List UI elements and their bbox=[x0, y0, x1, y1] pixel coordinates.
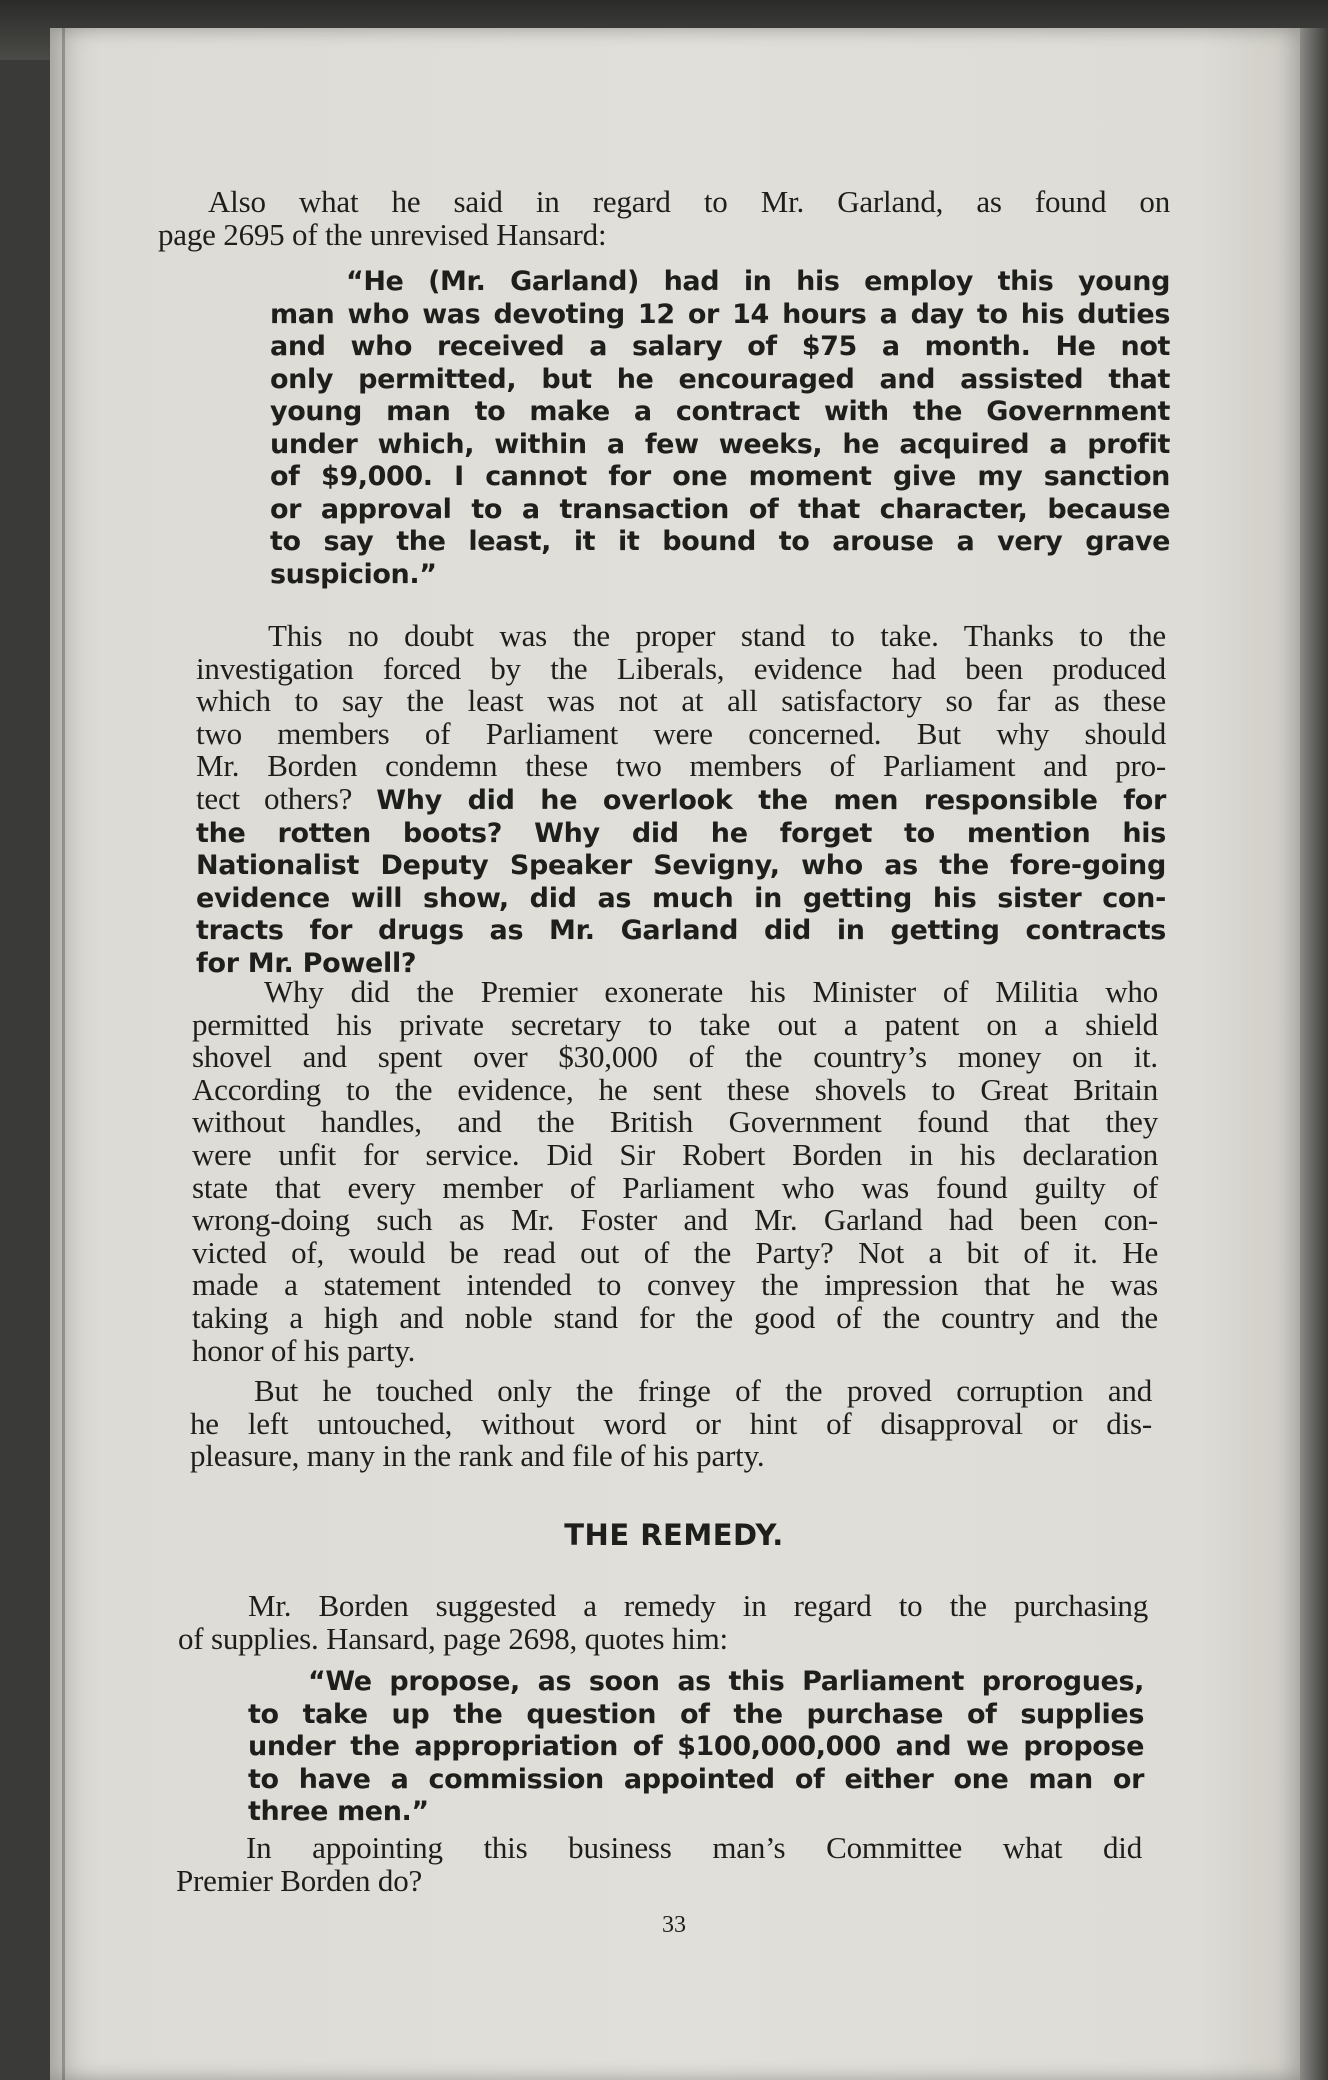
text-line: honor of his party. bbox=[192, 1332, 416, 1368]
text-line: According to the evidence, he sent these shovels to Great Britain bbox=[192, 1071, 1158, 1107]
bold-line: the rotten boots? Why did he forget to mention his bbox=[196, 817, 1166, 849]
quote-line: to take up the question of the purchase of supplies bbox=[248, 1698, 1144, 1730]
page-edge-shadow bbox=[1300, 28, 1328, 2080]
page-number: 33 bbox=[662, 1912, 686, 1938]
paragraph-fringe bbox=[190, 1375, 1152, 1473]
text-line: pleasure, many in the rank and file of his party. bbox=[190, 1438, 765, 1474]
text-line: Why did the Premier exonerate his Minister of Militia who bbox=[264, 974, 1158, 1009]
text-line: made a statement intended to convey the impression that he was bbox=[192, 1267, 1158, 1303]
text-line: taking a high and noble stand for the good of the country and the bbox=[192, 1299, 1158, 1335]
quote-line: under which, within a few weeks, he acquired a profit bbox=[270, 428, 1170, 460]
text-line: state that every member of Parliament who was found guilty of bbox=[192, 1169, 1158, 1205]
text-plain: tect others? bbox=[196, 780, 353, 816]
text-line: victed of, would be read out of the Party? Not a bit of it. He bbox=[192, 1234, 1158, 1270]
text-line: without handles, and the British Government found that they bbox=[192, 1104, 1158, 1140]
text-line: page 2695 of the unrevised Hansard: bbox=[158, 216, 607, 252]
quote-line: “We propose, as soon as this Parliament prorogues, bbox=[308, 1666, 1144, 1697]
text-line: Mr. Borden condemn these two members of Parliament and pro- bbox=[196, 748, 1166, 784]
text-line: shovel and spent over $30,000 of the country’s money on it. bbox=[192, 1039, 1158, 1075]
text-line: he left untouched, without word or hint of disapproval or dis- bbox=[190, 1405, 1152, 1441]
text-line: This no doubt was the proper stand to take. Thanks to the bbox=[268, 618, 1166, 653]
quote-commission bbox=[248, 1666, 1144, 1829]
quote-line: under the appropriation of $100,000,000 and we propose bbox=[248, 1731, 1144, 1762]
paragraph-committee bbox=[176, 1832, 1142, 1897]
text-line: wrong-doing such as Mr. Foster and Mr. Garland had been con- bbox=[192, 1202, 1158, 1238]
text-line: permitted his private secretary to take out a patent on a shield bbox=[192, 1006, 1158, 1042]
book-gutter bbox=[62, 28, 65, 2080]
quote-line: three men.” bbox=[248, 1796, 429, 1827]
text-bold: Why did he overlook the men responsible for bbox=[376, 784, 1166, 816]
quote-garland bbox=[270, 266, 1170, 591]
quote-line: of $9,000. I cannot for one moment give my sanction bbox=[270, 461, 1170, 492]
paragraph-militia bbox=[192, 976, 1158, 1367]
quote-line: to say the least, it it bound to arouse a very grave bbox=[270, 526, 1170, 557]
quote-line: to have a commission appointed of either one man or bbox=[248, 1763, 1144, 1795]
quote-line: only permitted, but he encouraged and assisted that bbox=[270, 363, 1170, 395]
quote-line: and who received a salary of $75 a month. He not bbox=[270, 331, 1170, 362]
text-line: Premier Borden do? bbox=[176, 1862, 423, 1898]
bold-line: Nationalist Deputy Speaker Sevigny, who as the fore-going bbox=[196, 850, 1166, 882]
text-line: of supplies. Hansard, page 2698, quotes him: bbox=[178, 1620, 728, 1656]
quote-line: suspicion.” bbox=[270, 558, 437, 590]
text-line: which to say the least was not at all satisfactory so far as these bbox=[196, 683, 1166, 719]
text-line: were unfit for service. Did Sir Robert Borden in his declaration bbox=[192, 1136, 1158, 1172]
text-line: But he touched only the fringe of the proved corruption and bbox=[254, 1373, 1152, 1408]
paragraph-remedy bbox=[178, 1590, 1148, 1655]
bold-line: for Mr. Powell? bbox=[196, 947, 417, 979]
quote-line: young man to make a contract with the Government bbox=[270, 396, 1170, 427]
text-line: investigation forced by the Liberals, evidence had been produced bbox=[196, 650, 1166, 686]
bold-line: tracts for drugs as Mr. Garland did in getting contracts bbox=[196, 915, 1166, 947]
text-line: two members of Parliament were concerned. But why should bbox=[196, 715, 1166, 751]
quote-line: man who was devoting 12 or 14 hours a day to his duties bbox=[270, 298, 1170, 330]
quote-line: or approval to a transaction of that character, because bbox=[270, 493, 1170, 525]
text-line: In appointing this business man’s Committee what did bbox=[246, 1830, 1142, 1865]
paragraph-proper-stand bbox=[196, 620, 1166, 981]
section-heading: THE REMEDY. bbox=[564, 1518, 784, 1552]
bold-line: evidence will show, did as much in getting his sister con- bbox=[196, 882, 1166, 914]
text-line: Also what he said in regard to Mr. Garland, as found on bbox=[208, 184, 1170, 219]
text-line: Mr. Borden suggested a remedy in regard to the purchasing bbox=[248, 1588, 1148, 1623]
text-line-mixed bbox=[196, 780, 1166, 818]
paragraph-intro-garland bbox=[158, 184, 1170, 252]
quote-line: “He (Mr. Garland) had in his employ this young bbox=[346, 266, 1170, 297]
